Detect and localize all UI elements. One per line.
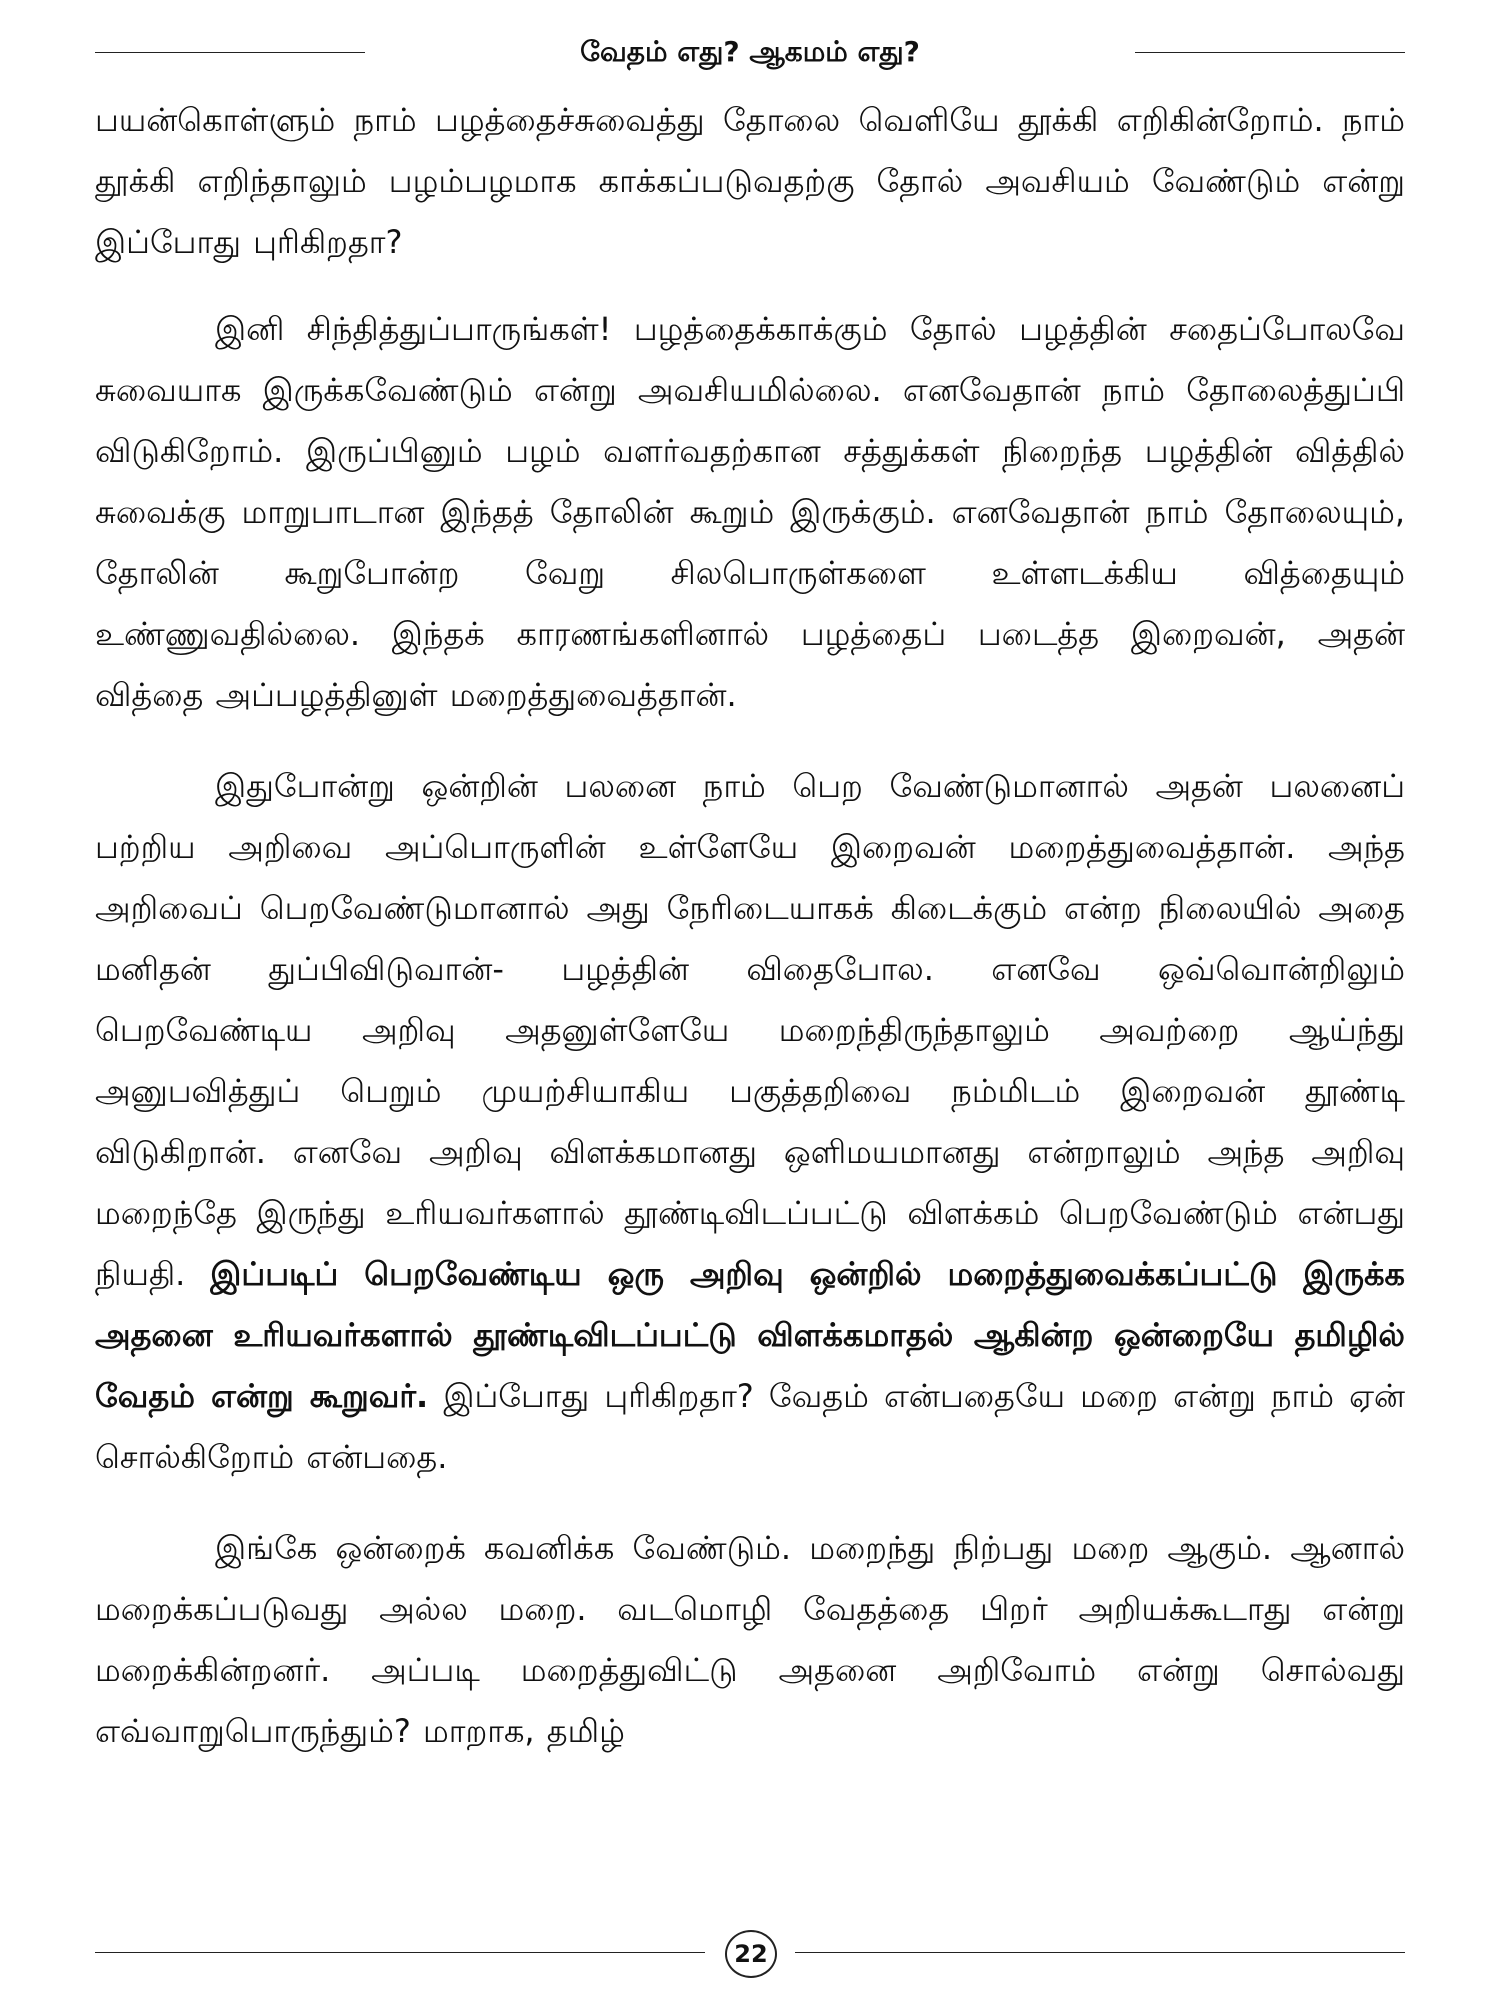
paragraph-3-intro: இதுபோன்று ஒன்றின் பலனை நாம் பெற வேண்டுமானால் அதன் பலனைப் பற்றிய அறிவை அப்பொருளின் உள்ளேயே இறைவன் மறைத்துவைத்தான். அந்த அறிவைப் பெறவேண்டுமானால் அது நேரிடையாகக் கிடைக்கும் என்ற நிலையில் அதை மனிதன் துப்பிவிடுவான்- பழத்தின் விதைபோல. எனவே ஒவ்வொன்றிலும் பெறவேண்டிய அறிவு அதனுள்ளேயே மறைந்திருந்தாலும் அவற்றை ஆய்ந்து அனுபவித்துப் பெறும் முயற்சியாகிய பகுத்தறிவை நம்மிடம் இறைவன் தூண்டி விடுகிறான். எனவே அறிவு விளக்கமானது ஒளிமயமானது என்றாலும் அந்த அறிவு மறைந்தே இருந்து உரியவர்களால் தூண்டிவிடப்பட்டு விளக்கம் பெறவேண்டும் என்பது நியதி. [95, 767, 1405, 1293]
header-rule-left [95, 52, 365, 53]
paragraph-3-conclusion: இப்போது புரிகிறதா? வேதம் என்பதையே மறை என்று நாம் ஏன் சொல்கிறோம் என்பதை. [95, 1377, 1405, 1476]
page-number-badge: 22 [725, 1930, 777, 1978]
footer-rule-left [95, 1952, 705, 1953]
page-body [95, 90, 1405, 1792]
paragraph-3 [95, 756, 1405, 1488]
page-header [95, 26, 1405, 86]
paragraph-3-bold-definition: இப்படிப் பெறவேண்டிய ஒரு அறிவு ஒன்றில் மறைத்துவைக்கப்பட்டு இருக்க அதனை உரியவர்களால் தூண்டிவிடப்பட்டு விளக்கமாதல் ஆகின்ற ஒன்றையே தமிழில் வேதம் என்று கூறுவர். [95, 1255, 1406, 1415]
page-footer [95, 1930, 1405, 1980]
footer-rule-right [795, 1952, 1405, 1953]
paragraph-1: பயன்கொள்ளும் நாம் பழத்தைச்சுவைத்து தோலை வெளியே தூக்கி எறிகின்றோம். நாம் தூக்கி எறிந்தாலும் பழம்பழமாக காக்கப்படுவதற்கு தோல் அவசியம் வேண்டும் என்று இப்போது புரிகிறதா? [95, 101, 1405, 261]
running-title: வேதம் எது? ஆகமம் எது? [580, 35, 920, 68]
paragraph-2: இனி சிந்தித்துப்பாருங்கள்! பழத்தைக்காக்கும் தோல் பழத்தின் சதைப்போலவே சுவையாக இருக்கவேண்டும் என்று அவசியமில்லை. எனவேதான் நாம் தோலைத்துப்பி விடுகிறோம். இருப்பினும் பழம் வளர்வதற்கான சத்துக்கள் நிறைந்த பழத்தின் வித்தில் சுவைக்கு மாறுபாடான இந்தத் தோலின் கூறும் இருக்கும். எனவேதான் நாம் தோலையும், தோலின் கூறுபோன்ற வேறு சிலபொருள்களை உள்ளடக்கிய வித்தையும் உண்ணுவதில்லை. இந்தக் காரணங்களினால் பழத்தைப் படைத்த இறைவன், அதன் வித்தை அப்பழத்தினுள் மறைத்துவைத்தான். [95, 310, 1405, 714]
paragraph-4: இங்கே ஒன்றைக் கவனிக்க வேண்டும். மறைந்து நிற்பது மறை ஆகும். ஆனால் மறைக்கப்படுவது அல்ல மறை. வடமொழி வேதத்தை பிறர் அறியக்கூடாது என்று மறைக்கின்றனர். அப்படி மறைத்துவிட்டு அதனை அறிவோம் என்று சொல்வது எவ்வாறுபொருந்தும்? மாறாக, தமிழ் [95, 1529, 1405, 1750]
header-rule-right [1135, 52, 1405, 53]
